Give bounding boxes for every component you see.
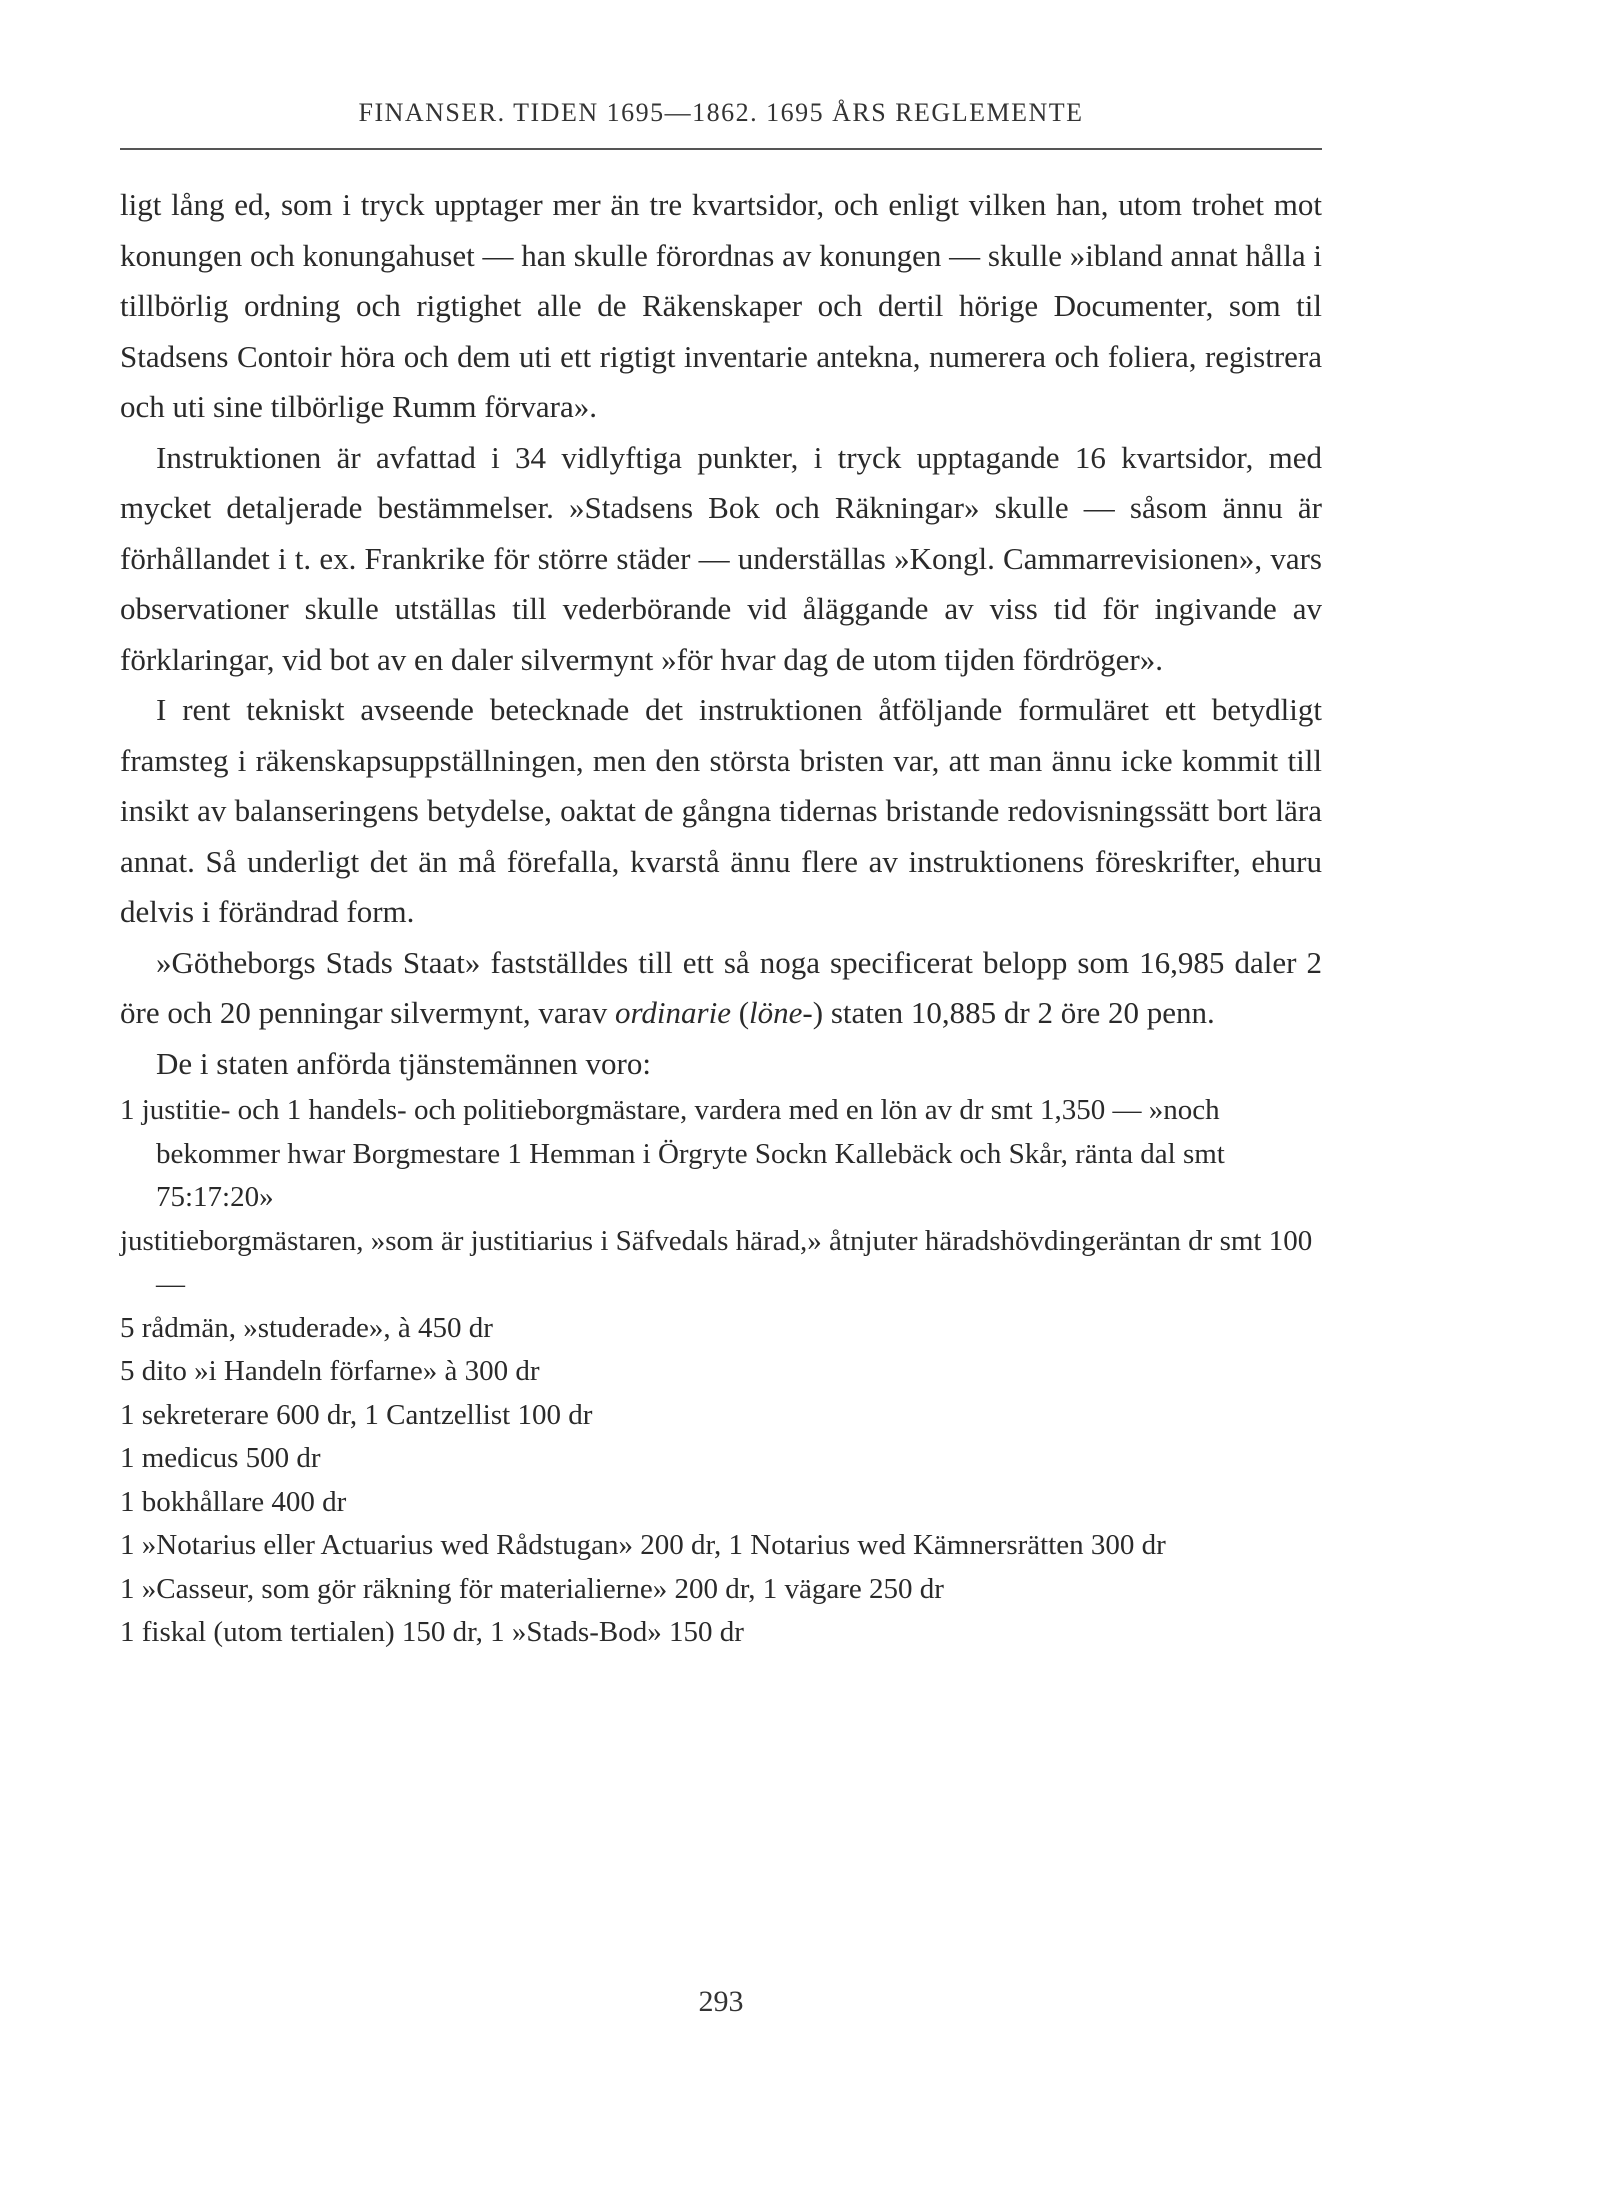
list-item: 5 rådmän, »studerade», à 450 dr [120, 1311, 493, 1344]
paragraph-stads-staat [120, 938, 1322, 1039]
header-rule [120, 148, 1322, 150]
list-item: 5 dito »i Handeln förfarne» à 300 dr [120, 1355, 540, 1387]
list-item: 1 »Casseur, som gör räkning för materialierne» 200 dr, 1 vägare 250 dr [120, 1572, 944, 1605]
staat-text-middle: ( [730, 995, 750, 1030]
paragraph-tekniskt: I rent tekniskt avseende betecknade det instruktionen åtföljande formuläret ett betydligt framsteg i räkenskapsuppställningen, men den största bristen var, att man ännu icke kommit till insikt av balanseringens betydelse, oaktat de gångna tidernas bristande redovisningssätt bort lära annat. Så underligt det än må förefalla, kvarstå ännu flere av instruktionens föreskrifter, ehuru delvis i förändrad form. [120, 692, 1322, 929]
staat-italic-lone: löne- [749, 995, 813, 1030]
page-number: 293 [698, 1985, 744, 2018]
staat-text-before: »Götheborgs Stads Staat» fastställdes till ett så noga specificerat belopp som 16,985 daler 2 öre och 20 penningar silvermynt, varav [120, 944, 1322, 1030]
list-item: 1 justitie- och 1 handels- och politieborgmästare, vardera med en lön av dr smt 1,350 — »noch bekommer hwar Borgmestare 1 Hemman i Örgryte Sockn Kallebäck och Skår, ränta dal smt 75:17:20» [120, 1094, 1225, 1213]
officials-list [120, 1089, 1322, 1655]
paragraph-continuation: ligt lång ed, som i tryck upptager mer än tre kvartsidor, och enligt vilken han, utom trohet mot konungen och konungahuset — han skulle förordnas av konungen — skulle »ibland annat hålla i tillbörlig ordning och rigtighet alle de Räkenskaper och dertil hörige Documenter, som til Stadsens Contoir höra och dem uti ett rigtigt inventarie antekna, numerera och foliera, registrera och uti sine tilbörlige Rumm förvara». [120, 187, 1322, 424]
list-item: 1 bokhållare 400 dr [120, 1485, 347, 1518]
list-intro: De i staten anförda tjänstemännen voro: [156, 1045, 651, 1081]
list-item: 1 »Notarius eller Actuarius wed Rådstugan» 200 dr, 1 Notarius wed Kämnersrätten 300 dr [120, 1529, 1166, 1561]
body-text [120, 180, 1322, 1655]
staat-italic-ordinarie: ordinarie [615, 995, 731, 1030]
list-item: justitieborgmästaren, »som är justitiarius i Säfvedals härad,» åtnjuter häradshövdingeräntan dr smt 100 — [120, 1224, 1313, 1300]
staat-text-after: ) staten 10,885 dr 2 öre 20 penn. [812, 995, 1215, 1030]
list-item: 1 medicus 500 dr [120, 1442, 321, 1474]
list-item: 1 sekreterare 600 dr, 1 Cantzellist 100 dr [120, 1398, 593, 1431]
running-header: FINANSER. TIDEN 1695—1862. 1695 ÅRS REGLEMENTE [358, 98, 1084, 127]
paragraph-instruktionen: Instruktionen är avfattad i 34 vidlyftiga punkter, i tryck upptagande 16 kvartsidor, med mycket detaljerade bestämmelser. »Stadsens Bok och Räkningar» skulle — såsom ännu är förhållandet i t. ex. Frankrike för större städer — underställas »Kongl. Cammarrevisionen», vars observationer skulle utställas till vederbörande vid åläggande av viss tid för ingivande av förklaringar, vid bot av en daler silvermynt »för hvar dag de utom tijden fördröger». [120, 439, 1322, 677]
list-item: 1 fiskal (utom tertialen) 150 dr, 1 »Stads-Bod» 150 dr [120, 1616, 744, 1648]
